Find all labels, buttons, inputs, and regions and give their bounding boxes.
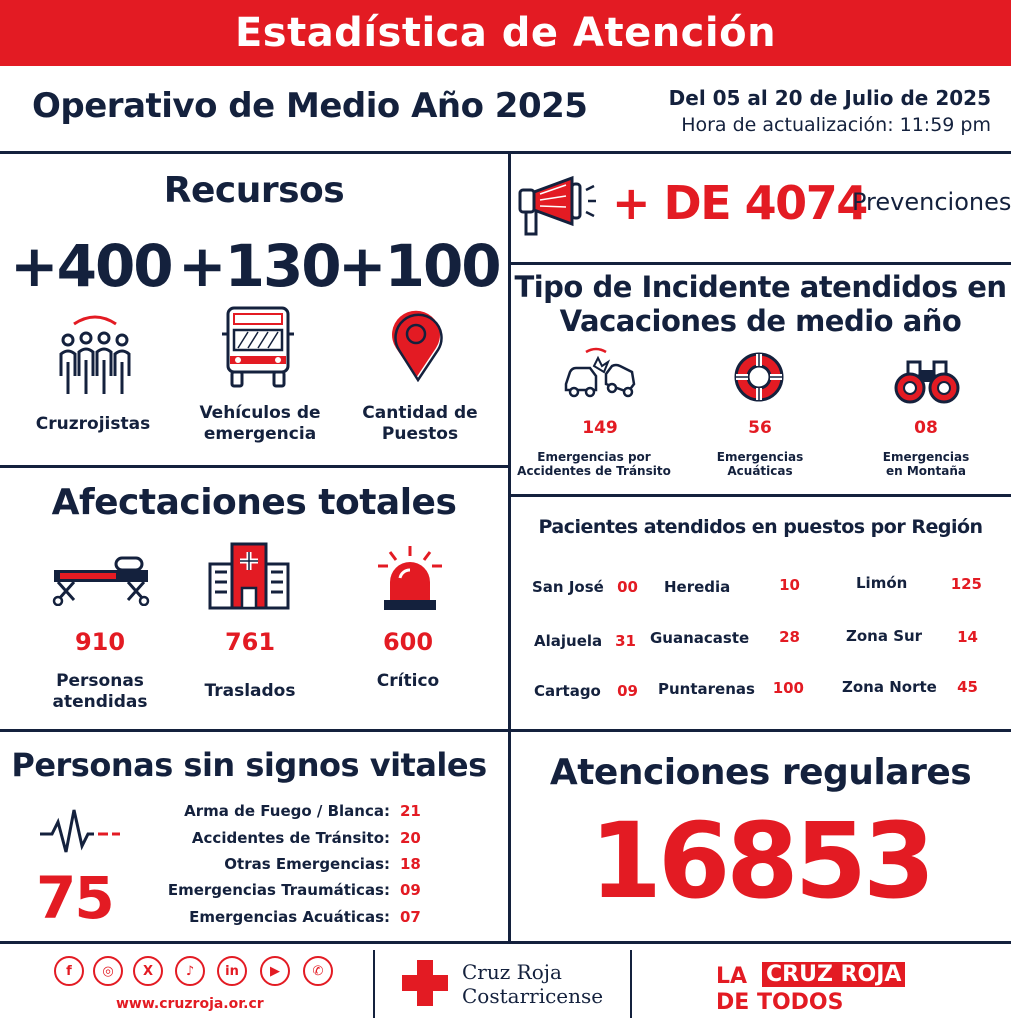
afectacion-value: 910	[74, 628, 126, 656]
region-value: 100	[772, 679, 804, 697]
vital-row-value: 07	[400, 908, 421, 926]
location-pin-icon	[388, 310, 444, 382]
recursos-label: Cantidad de	[362, 403, 478, 423]
page-title: Estadística de Atención	[234, 10, 777, 56]
recursos-value: +130	[178, 232, 340, 300]
region-name: Zona Norte	[842, 678, 937, 696]
divider	[0, 941, 1011, 944]
lifebuoy-icon	[732, 350, 786, 404]
slogan: LA	[716, 964, 748, 989]
region-value: 45	[957, 678, 978, 696]
recursos-title: Recursos	[163, 170, 345, 211]
website-link[interactable]: www.cruzroja.or.cr	[116, 996, 264, 1012]
region-name: Guanacaste	[650, 629, 750, 647]
divider	[510, 494, 1011, 497]
update-time: Hora de actualización: 11:59 pm	[681, 114, 991, 136]
sin-signos-total: 75	[36, 864, 113, 932]
region-value: 00	[617, 578, 638, 596]
vital-row-label: Accidentes de Tránsito:	[191, 829, 390, 847]
whatsapp-icon[interactable]: ✆	[303, 956, 333, 986]
afectacion-label: atendidas	[52, 692, 148, 712]
heartbeat-icon	[38, 806, 122, 862]
region-name: Alajuela	[534, 632, 603, 650]
region-name: Puntarenas	[658, 680, 755, 698]
incidente-value: 56	[748, 418, 772, 438]
red-cross-logo	[402, 960, 448, 1006]
atenciones-title: Atenciones regulares	[549, 752, 972, 793]
afectaciones-title: Afectaciones totales	[51, 482, 457, 523]
divider	[0, 729, 1011, 732]
prevenciones-label: Prevenciones	[852, 188, 1011, 216]
date-range: Del 05 al 20 de Julio de 2025	[668, 86, 991, 110]
top-banner	[0, 0, 1011, 66]
region-name: Cartago	[534, 682, 601, 700]
afectacion-label: Traslados	[204, 681, 296, 701]
siren-icon	[372, 542, 448, 614]
incidentes-title: Vacaciones de medio año	[559, 304, 962, 338]
vital-row-label: Emergencias Traumáticas:	[167, 881, 390, 899]
region-value: 31	[615, 632, 636, 650]
youtube-icon[interactable]: ▶	[260, 956, 290, 986]
slogan: CRUZ ROJA	[762, 962, 905, 987]
ambulance-icon	[218, 304, 298, 390]
incidente-label: Emergencias por	[537, 450, 651, 464]
recursos-label: emergencia	[203, 424, 317, 444]
region-value: 10	[779, 576, 800, 594]
recursos-label: Cruzrojistas	[35, 414, 151, 434]
incidente-label: Emergencias	[716, 450, 804, 464]
sin-signos-title: Personas sin signos vitales	[11, 746, 487, 784]
vital-row-label: Emergencias Acuáticas:	[189, 908, 390, 926]
vital-row-label: Otras Emergencias:	[224, 855, 390, 873]
region-name: San José	[532, 578, 604, 596]
recursos-value: +100	[338, 232, 500, 300]
operation-title: Operativo de Medio Año 2025	[32, 86, 588, 126]
region-name: Heredia	[664, 578, 731, 596]
afectacion-label: Crítico	[376, 671, 440, 691]
tiktok-icon[interactable]: ♪	[175, 956, 205, 986]
incidente-value: 149	[582, 418, 618, 438]
vital-row-label: Arma de Fuego / Blanca:	[184, 802, 390, 820]
x-icon[interactable]: X	[133, 956, 163, 986]
vital-row-value: 18	[400, 855, 421, 873]
afectacion-label: Personas	[56, 671, 144, 691]
org-name: Cruz Roja	[462, 960, 562, 984]
footer-divider	[630, 950, 632, 1018]
recursos-label: Vehículos de	[199, 403, 321, 423]
region-value: 14	[957, 628, 978, 646]
incidente-value: 08	[914, 418, 938, 438]
car-crash-icon	[562, 344, 638, 404]
slogan: DE TODOS	[716, 990, 844, 1015]
divider	[510, 262, 1011, 265]
people-icon	[52, 310, 138, 398]
vital-row-value: 21	[400, 802, 421, 820]
region-value: 125	[950, 575, 982, 593]
instagram-icon[interactable]: ◎	[93, 956, 123, 986]
facebook-icon[interactable]: f	[54, 956, 84, 986]
binoculars-icon	[892, 356, 962, 406]
atenciones-value: 16853	[589, 800, 932, 922]
divider	[0, 151, 1011, 154]
linkedin-icon[interactable]: in	[217, 956, 247, 986]
afectacion-value: 761	[224, 628, 276, 656]
prevenciones-value: + DE 4074	[612, 176, 867, 230]
incidente-label: Acuáticas	[727, 464, 793, 478]
vital-row-value: 20	[400, 829, 421, 847]
divider	[0, 465, 510, 468]
region-name: Limón	[856, 574, 908, 592]
footer-divider	[373, 950, 375, 1018]
hospital-icon	[206, 540, 292, 612]
afectacion-value: 600	[382, 628, 434, 656]
incidente-label: Accidentes de Tránsito	[517, 464, 671, 478]
regiones-title: Pacientes atendidos en puestos por Región	[538, 516, 983, 538]
region-value: 09	[617, 682, 638, 700]
megaphone-icon	[516, 174, 600, 240]
stretcher-icon	[50, 556, 152, 606]
region-value: 28	[779, 628, 800, 646]
vital-row-value: 09	[400, 881, 421, 899]
region-name: Zona Sur	[846, 627, 923, 645]
incidentes-title: Tipo de Incidente atendidos en	[514, 270, 1007, 304]
incidente-label: Emergencias	[882, 450, 970, 464]
recursos-label: Puestos	[381, 424, 459, 444]
recursos-value: +400	[10, 232, 172, 300]
org-name: Costarricense	[462, 984, 604, 1008]
incidente-label: en Montaña	[885, 464, 967, 478]
